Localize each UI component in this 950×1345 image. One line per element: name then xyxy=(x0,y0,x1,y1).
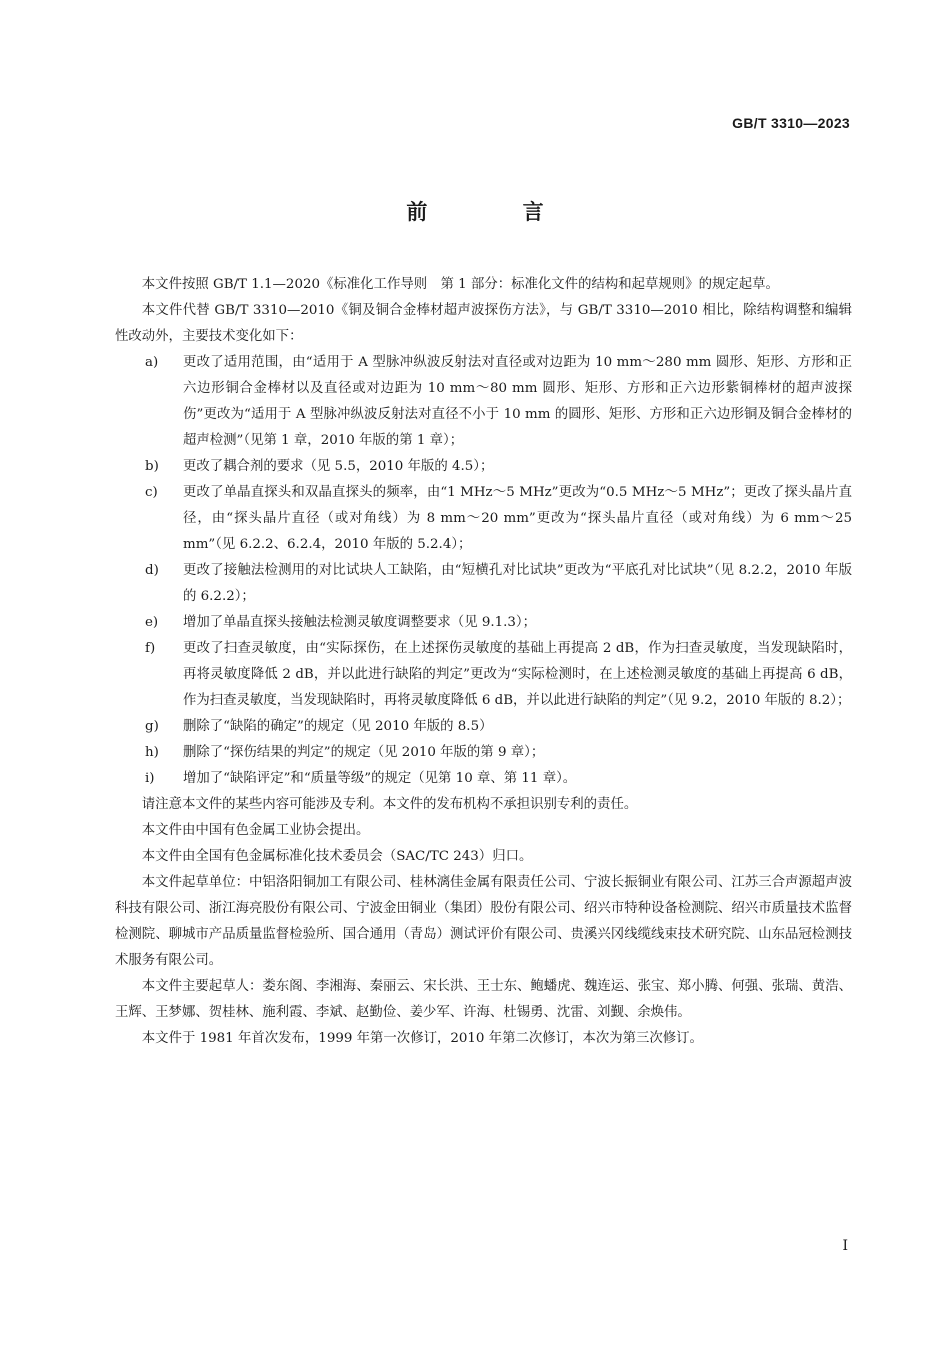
list-item xyxy=(115,714,852,740)
list-marker: i) xyxy=(145,771,155,786)
paragraph: 本文件代替 GB/T 3310—2010《铜及铜合金棒材超声波探伤方法》，与 GB/T 3310—2010 相比，除结构调整和编辑性改动外，主要技术变化如下： xyxy=(115,303,852,344)
paragraph: 本文件于 1981 年首次发布，1999 年第一次修订，2010 年第二次修订，本次为第三次修订。 xyxy=(141,1031,703,1046)
list-item-text: 增加了“缺陷评定”和“质量等级”的规定（见第 10 章、第 11 章）。 xyxy=(183,771,577,786)
list-item-text: 删除了“缺陷的确定”的规定（见 2010 年版的 8.5） xyxy=(183,719,493,734)
paragraph: 本文件起草单位：中铝洛阳铜加工有限公司、桂林漓佳金属有限责任公司、宁波长振铜业有限公司、江苏三合声源超声波科技有限公司、浙江海亮股份有限公司、宁波金田铜业（集团）股份有限公司、绍兴市特种设备检测院、绍兴市质量技术监督检测院、聊城市产品质量监督检验所、国合通用（青岛）测试评价有限公司、贵溪兴冈线缆线束技术研究院、山东品冠检测技术服务有限公司。 xyxy=(115,875,852,968)
list-item xyxy=(115,454,852,480)
list-item-text: 更改了接触法检测用的对比试块人工缺陷，由“短横孔对比试块”更改为“平底孔对比试块”（见 8.2.2，2010 年版的 6.2.2）； xyxy=(183,563,852,604)
foreword-body xyxy=(115,272,852,1052)
list-marker: g) xyxy=(145,719,159,734)
paragraph: 本文件由全国有色金属标准化技术委员会（SAC/TC 243）归口。 xyxy=(141,849,533,864)
list-item-text: 更改了适用范围，由“适用于 A 型脉冲纵波反射法对直径或对边距为 10 mm～280 mm 圆形、矩形、方形和正六边形铜合金棒材以及直径或对边距为 10 mm～80 mm 圆形、矩形、方形和正六边形紫铜棒材的超声波探伤”更改为“适用于 A 型脉冲纵波反射法对直径不小于 10 mm 的圆形、矩形、方形和正六边形铜及铜合金棒材的超声检测”（见第 1 章，2010 年版的第 1 章）； xyxy=(183,355,852,448)
list-item xyxy=(115,610,852,636)
list-item-text: 删除了“探伤结果的判定”的规定（见 2010 年版的第 9 章）； xyxy=(183,745,545,760)
list-item-text: 增加了单晶直探头接触法检测灵敏度调整要求（见 9.1.3）； xyxy=(183,615,537,630)
list-item xyxy=(115,740,852,766)
list-item-text: 更改了耦合剂的要求（见 5.5，2010 年版的 4.5）； xyxy=(183,459,494,474)
list-marker: c) xyxy=(145,485,158,500)
list-marker: h) xyxy=(145,745,159,760)
page-number: I xyxy=(842,1238,848,1254)
list-marker: e) xyxy=(145,615,159,630)
paragraph: 本文件按照 GB/T 1.1—2020《标准化工作导则 第 1 部分：标准化文件的结构和起草规则》的规定起草。 xyxy=(141,277,779,292)
list-item xyxy=(115,636,852,714)
list-marker: d) xyxy=(145,563,159,578)
list-marker: a) xyxy=(145,355,159,370)
standard-code: GB/T 3310—2023 xyxy=(732,115,850,131)
paragraph: 本文件主要起草人：娄东阁、李湘海、秦丽云、宋长洪、王士东、鲍蟠虎、魏连运、张宝、郑小腾、何强、张瑞、黄浩、王辉、王梦娜、贺桂林、施利霞、李斌、赵勤俭、姜少军、许海、杜锡勇、沈雷、刘觐、余焕伟。 xyxy=(115,979,852,1020)
list-item xyxy=(115,558,852,610)
paragraph: 本文件由中国有色金属工业协会提出。 xyxy=(141,823,370,838)
changes-list xyxy=(115,350,852,792)
paragraph: 请注意本文件的某些内容可能涉及专利。本文件的发布机构不承担识别专利的责任。 xyxy=(141,797,638,812)
list-item-text: 更改了扫查灵敏度，由“实际探伤，在上述探伤灵敏度的基础上再提高 2 dB，作为扫查灵敏度，当发现缺陷时，再将灵敏度降低 2 dB，并以此进行缺陷的判定”更改为“实际检测时，在上述检测灵敏度的基础上再提高 6 dB，作为扫查灵敏度，当发现缺陷时，再将灵敏度降低 6 dB，并以此进行缺陷的判定”（见 9.2，2010 年版的 8.2）； xyxy=(183,641,852,708)
list-item xyxy=(115,766,852,792)
list-marker: b) xyxy=(145,459,159,474)
list-item xyxy=(115,350,852,454)
list-marker: f) xyxy=(145,641,156,656)
list-item xyxy=(115,480,852,558)
list-item-text: 更改了单晶直探头和双晶直探头的频率，由“1 MHz～5 MHz”更改为“0.5 MHz～5 MHz”；更改了探头晶片直径，由“探头晶片直径（或对角线）为 8 mm～20 mm”更改为“探头晶片直径（或对角线）为 6 mm～25 mm”（见 6.2.2、6.2.4，2010 年版的 5.2.4）； xyxy=(183,485,852,552)
page-title: 前 言 xyxy=(406,200,588,224)
